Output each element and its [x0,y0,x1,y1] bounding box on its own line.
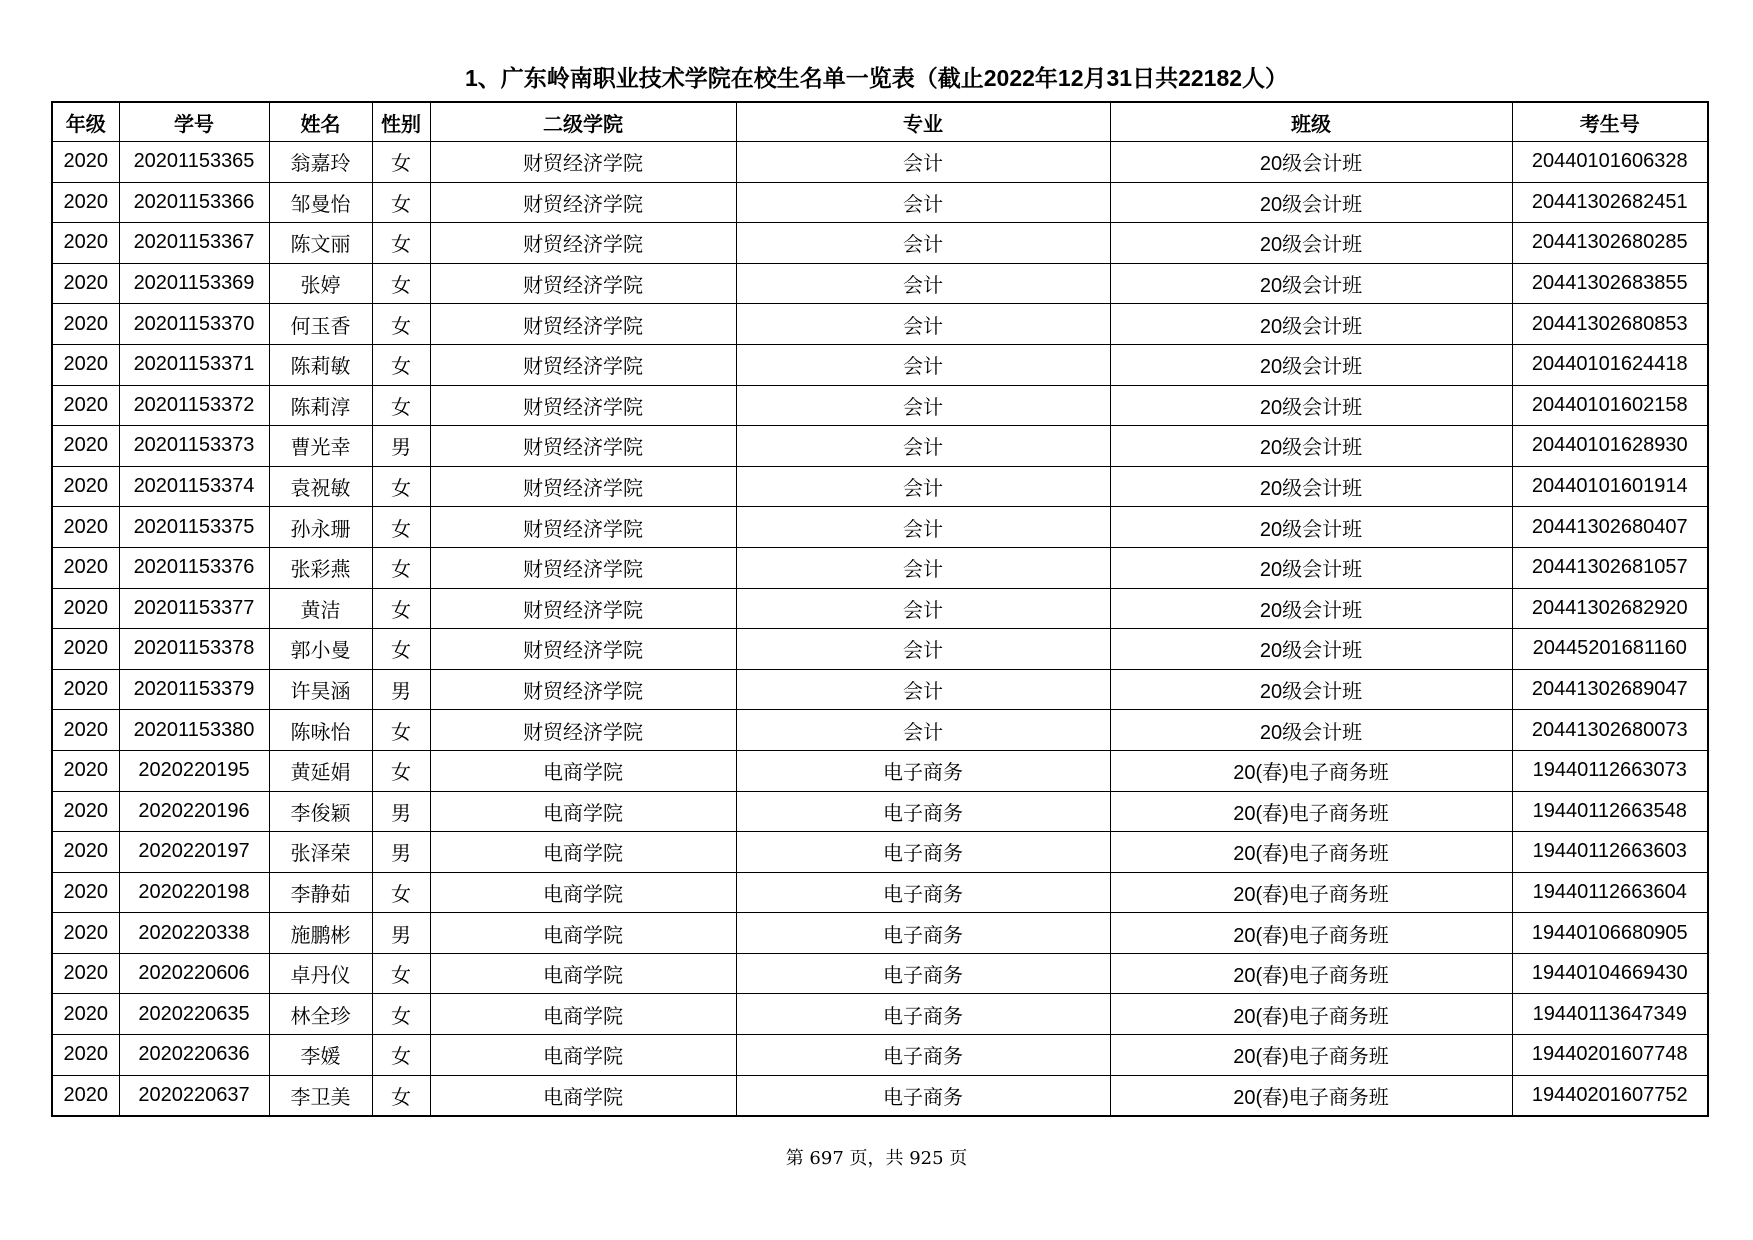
cell-name: 孙永珊 [269,507,372,548]
cell-student-id: 20201153376 [119,547,269,588]
cell-name: 李卫美 [269,1075,372,1116]
cell-major: 会计 [736,263,1110,304]
cell-grade: 2020 [52,791,119,832]
table-row [52,1075,1708,1116]
cell-student-id: 20201153377 [119,588,269,629]
table-row [52,223,1708,264]
cell-grade: 2020 [52,913,119,954]
cell-college: 财贸经济学院 [430,385,736,426]
cell-grade: 2020 [52,588,119,629]
table-row [52,142,1708,183]
cell-gender: 男 [372,832,430,873]
cell-exam-number: 20441302680407 [1512,507,1708,548]
cell-college: 财贸经济学院 [430,304,736,345]
cell-exam-number: 20441302683855 [1512,263,1708,304]
cell-exam-number: 20441302680073 [1512,710,1708,751]
cell-class: 20(春)电子商务班 [1110,1035,1512,1076]
cell-gender: 女 [372,507,430,548]
cell-college: 电商学院 [430,750,736,791]
cell-class: 20级会计班 [1110,304,1512,345]
cell-grade: 2020 [52,832,119,873]
header-name: 姓名 [269,102,372,142]
header-class: 班级 [1110,102,1512,142]
cell-grade: 2020 [52,142,119,183]
cell-exam-number: 20441302682451 [1512,182,1708,223]
cell-class: 20级会计班 [1110,507,1512,548]
cell-student-id: 2020220196 [119,791,269,832]
table-row [52,750,1708,791]
cell-major: 会计 [736,547,1110,588]
cell-major: 会计 [736,629,1110,670]
cell-college: 财贸经济学院 [430,223,736,264]
cell-grade: 2020 [52,994,119,1035]
cell-major: 电子商务 [736,872,1110,913]
cell-college: 财贸经济学院 [430,426,736,467]
cell-college: 电商学院 [430,872,736,913]
cell-name: 黄延娟 [269,750,372,791]
cell-gender: 女 [372,588,430,629]
cell-grade: 2020 [52,669,119,710]
cell-exam-number: 20441302680853 [1512,304,1708,345]
document-title: 1、广东岭南职业技术学院在校生名单一览表（截止2022年12月31日共22182人） [464,65,1289,91]
cell-student-id: 2020220197 [119,832,269,873]
cell-gender: 女 [372,263,430,304]
cell-name: 黄洁 [269,588,372,629]
cell-grade: 2020 [52,1075,119,1116]
cell-exam-number: 19440113647349 [1512,994,1708,1035]
cell-major: 电子商务 [736,791,1110,832]
cell-major: 会计 [736,507,1110,548]
header-exam-number: 考生号 [1512,102,1708,142]
cell-major: 会计 [736,344,1110,385]
cell-student-id: 2020220198 [119,872,269,913]
cell-class: 20(春)电子商务班 [1110,832,1512,873]
cell-exam-number: 20440101628930 [1512,426,1708,467]
cell-major: 会计 [736,182,1110,223]
table-row [52,507,1708,548]
cell-class: 20级会计班 [1110,182,1512,223]
cell-name: 曹光幸 [269,426,372,467]
cell-exam-number: 20440101606328 [1512,142,1708,183]
cell-student-id: 20201153373 [119,426,269,467]
cell-student-id: 2020220606 [119,953,269,994]
cell-exam-number: 19440201607748 [1512,1035,1708,1076]
cell-name: 张彩燕 [269,547,372,588]
cell-student-id: 2020220637 [119,1075,269,1116]
cell-gender: 女 [372,142,430,183]
cell-student-id: 20201153380 [119,710,269,751]
cell-class: 20(春)电子商务班 [1110,913,1512,954]
table-row [52,832,1708,873]
cell-grade: 2020 [52,182,119,223]
cell-gender: 女 [372,710,430,751]
cell-exam-number: 20441302689047 [1512,669,1708,710]
cell-major: 电子商务 [736,994,1110,1035]
cell-student-id: 20201153366 [119,182,269,223]
cell-gender: 女 [372,385,430,426]
cell-name: 陈文丽 [269,223,372,264]
cell-class: 20级会计班 [1110,547,1512,588]
table-row [52,872,1708,913]
cell-college: 财贸经济学院 [430,547,736,588]
cell-gender: 女 [372,223,430,264]
cell-major: 电子商务 [736,1035,1110,1076]
cell-gender: 男 [372,791,430,832]
cell-major: 会计 [736,669,1110,710]
cell-college: 财贸经济学院 [430,466,736,507]
table-row [52,791,1708,832]
cell-grade: 2020 [52,629,119,670]
cell-class: 20级会计班 [1110,142,1512,183]
cell-name: 陈莉淳 [269,385,372,426]
cell-gender: 女 [372,872,430,913]
cell-college: 财贸经济学院 [430,629,736,670]
cell-student-id: 20201153374 [119,466,269,507]
table-row [52,182,1708,223]
cell-college: 财贸经济学院 [430,588,736,629]
cell-exam-number: 19440112663603 [1512,832,1708,873]
cell-name: 卓丹仪 [269,953,372,994]
cell-college: 财贸经济学院 [430,142,736,183]
cell-class: 20(春)电子商务班 [1110,994,1512,1035]
cell-gender: 女 [372,1075,430,1116]
cell-class: 20级会计班 [1110,344,1512,385]
table-row [52,466,1708,507]
cell-class: 20级会计班 [1110,588,1512,629]
cell-student-id: 2020220635 [119,994,269,1035]
cell-gender: 女 [372,750,430,791]
cell-class: 20(春)电子商务班 [1110,791,1512,832]
table-header-row [52,102,1708,142]
cell-exam-number: 20440101624418 [1512,344,1708,385]
cell-class: 20级会计班 [1110,466,1512,507]
cell-student-id: 2020220195 [119,750,269,791]
cell-grade: 2020 [52,344,119,385]
cell-class: 20级会计班 [1110,263,1512,304]
cell-student-id: 20201153371 [119,344,269,385]
cell-college: 财贸经济学院 [430,344,736,385]
cell-student-id: 2020220636 [119,1035,269,1076]
cell-grade: 2020 [52,223,119,264]
cell-class: 20级会计班 [1110,385,1512,426]
cell-exam-number: 20441302680285 [1512,223,1708,264]
cell-exam-number: 19440201607752 [1512,1075,1708,1116]
cell-gender: 女 [372,994,430,1035]
table-row [52,385,1708,426]
table-row [52,304,1708,345]
cell-name: 张泽荣 [269,832,372,873]
table-row [52,344,1708,385]
cell-exam-number: 19440104669430 [1512,953,1708,994]
cell-grade: 2020 [52,263,119,304]
header-major: 专业 [736,102,1110,142]
cell-college: 财贸经济学院 [430,710,736,751]
cell-major: 会计 [736,223,1110,264]
table-row [52,588,1708,629]
cell-college: 电商学院 [430,994,736,1035]
cell-gender: 女 [372,547,430,588]
cell-college: 财贸经济学院 [430,182,736,223]
table-row [52,547,1708,588]
cell-exam-number: 19440112663073 [1512,750,1708,791]
cell-grade: 2020 [52,750,119,791]
cell-gender: 男 [372,913,430,954]
cell-student-id: 20201153375 [119,507,269,548]
cell-college: 电商学院 [430,953,736,994]
cell-grade: 2020 [52,710,119,751]
cell-gender: 女 [372,629,430,670]
header-gender: 性别 [372,102,430,142]
cell-student-id: 2020220338 [119,913,269,954]
cell-class: 20(春)电子商务班 [1110,750,1512,791]
cell-major: 电子商务 [736,1075,1110,1116]
table-row [52,629,1708,670]
cell-student-id: 20201153372 [119,385,269,426]
cell-exam-number: 20440101602158 [1512,385,1708,426]
cell-college: 财贸经济学院 [430,507,736,548]
cell-grade: 2020 [52,872,119,913]
cell-name: 李俊颖 [269,791,372,832]
cell-name: 张婷 [269,263,372,304]
cell-major: 会计 [736,710,1110,751]
cell-major: 会计 [736,426,1110,467]
cell-class: 20级会计班 [1110,710,1512,751]
table-row [52,263,1708,304]
cell-gender: 女 [372,466,430,507]
cell-student-id: 20201153369 [119,263,269,304]
cell-student-id: 20201153365 [119,142,269,183]
cell-gender: 男 [372,669,430,710]
cell-major: 电子商务 [736,953,1110,994]
cell-college: 电商学院 [430,1075,736,1116]
cell-student-id: 20201153370 [119,304,269,345]
table-row [52,994,1708,1035]
cell-class: 20级会计班 [1110,629,1512,670]
cell-major: 会计 [736,385,1110,426]
cell-exam-number: 20441302682920 [1512,588,1708,629]
cell-major: 会计 [736,466,1110,507]
cell-class: 20级会计班 [1110,223,1512,264]
cell-grade: 2020 [52,507,119,548]
table-row [52,913,1708,954]
cell-class: 20(春)电子商务班 [1110,1075,1512,1116]
cell-college: 财贸经济学院 [430,263,736,304]
cell-exam-number: 20445201681160 [1512,629,1708,670]
cell-college: 电商学院 [430,1035,736,1076]
cell-college: 电商学院 [430,913,736,954]
page-footer: 第 697 页，共 925 页 [785,1148,968,1169]
header-grade: 年级 [52,102,119,142]
cell-student-id: 20201153367 [119,223,269,264]
table-row [52,669,1708,710]
cell-grade: 2020 [52,547,119,588]
cell-grade: 2020 [52,466,119,507]
cell-class: 20(春)电子商务班 [1110,953,1512,994]
student-roster-table [51,101,1709,1117]
cell-gender: 女 [372,344,430,385]
cell-major: 电子商务 [736,750,1110,791]
cell-gender: 女 [372,304,430,345]
cell-student-id: 20201153379 [119,669,269,710]
cell-class: 20级会计班 [1110,669,1512,710]
table-row [52,426,1708,467]
cell-class: 20(春)电子商务班 [1110,872,1512,913]
table-row [52,953,1708,994]
table-row [52,1035,1708,1076]
cell-college: 财贸经济学院 [430,669,736,710]
cell-major: 电子商务 [736,913,1110,954]
cell-exam-number: 19440112663604 [1512,872,1708,913]
cell-name: 许昊涵 [269,669,372,710]
cell-gender: 女 [372,1035,430,1076]
cell-name: 郭小曼 [269,629,372,670]
cell-name: 袁祝敏 [269,466,372,507]
cell-name: 邹曼怡 [269,182,372,223]
header-college: 二级学院 [430,102,736,142]
cell-major: 会计 [736,304,1110,345]
cell-college: 电商学院 [430,791,736,832]
cell-name: 林全珍 [269,994,372,1035]
cell-exam-number: 20440101601914 [1512,466,1708,507]
cell-grade: 2020 [52,426,119,467]
cell-grade: 2020 [52,953,119,994]
cell-exam-number: 19440112663548 [1512,791,1708,832]
cell-grade: 2020 [52,304,119,345]
cell-college: 电商学院 [430,832,736,873]
header-student-id: 学号 [119,102,269,142]
cell-name: 施鹏彬 [269,913,372,954]
cell-grade: 2020 [52,1035,119,1076]
cell-exam-number: 20441302681057 [1512,547,1708,588]
cell-student-id: 20201153378 [119,629,269,670]
cell-name: 李静茹 [269,872,372,913]
cell-name: 陈咏怡 [269,710,372,751]
cell-class: 20级会计班 [1110,426,1512,467]
cell-name: 李媛 [269,1035,372,1076]
cell-name: 翁嘉玲 [269,142,372,183]
cell-name: 何玉香 [269,304,372,345]
cell-major: 会计 [736,142,1110,183]
cell-gender: 男 [372,426,430,467]
cell-major: 会计 [736,588,1110,629]
cell-gender: 女 [372,182,430,223]
table-body [52,142,1708,1117]
cell-exam-number: 19440106680905 [1512,913,1708,954]
cell-gender: 女 [372,953,430,994]
cell-name: 陈莉敏 [269,344,372,385]
cell-major: 电子商务 [736,832,1110,873]
cell-grade: 2020 [52,385,119,426]
table-row [52,710,1708,751]
